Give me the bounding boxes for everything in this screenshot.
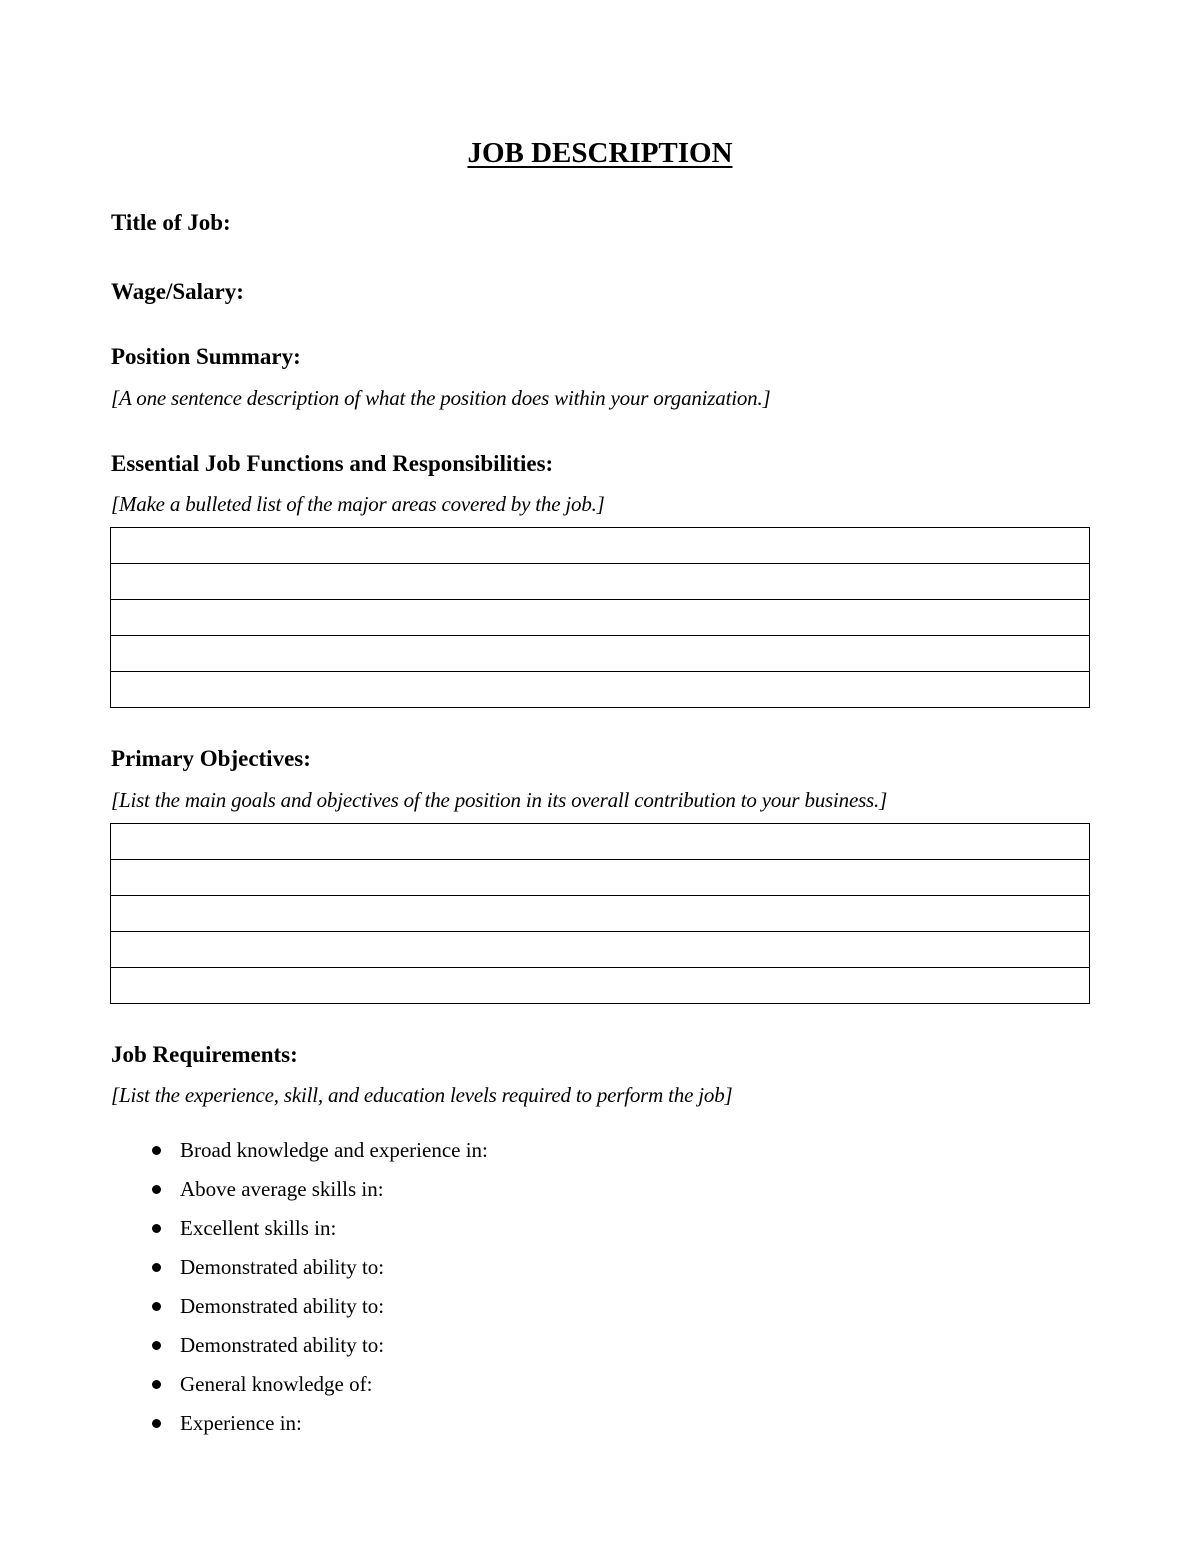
requirement-text: Experience in: [180, 1411, 302, 1435]
title-of-job-label: Title of Job: [111, 210, 231, 235]
primary-objectives-cell[interactable] [111, 860, 1090, 896]
bullet-icon [152, 1224, 161, 1233]
primary-objectives-cell[interactable] [111, 824, 1090, 860]
table-row [111, 860, 1090, 896]
table-row [111, 600, 1090, 636]
bullet-icon [152, 1341, 161, 1350]
table-row [111, 672, 1090, 708]
primary-objectives-cell[interactable] [111, 968, 1090, 1004]
requirement-text: General knowledge of: [180, 1372, 373, 1396]
essential-functions-label: Essential Job Functions and Responsibilities: [111, 451, 554, 476]
wage-salary-label: Wage/Salary: [111, 279, 244, 304]
table-row [111, 528, 1090, 564]
bullet-icon [152, 1302, 161, 1311]
essential-functions-cell[interactable] [111, 600, 1090, 636]
primary-objectives-table [110, 823, 1090, 1004]
position-summary-label: Position Summary: [111, 344, 301, 369]
table-row [111, 896, 1090, 932]
essential-functions-cell[interactable] [111, 564, 1090, 600]
table-row [111, 968, 1090, 1004]
primary-objectives-cell[interactable] [111, 896, 1090, 932]
essential-functions-table [110, 527, 1090, 708]
table-row [111, 636, 1090, 672]
table-row [111, 932, 1090, 968]
essential-functions-cell[interactable] [111, 672, 1090, 708]
requirement-text: Excellent skills in: [180, 1216, 337, 1240]
requirement-text: Demonstrated ability to: [180, 1333, 385, 1357]
primary-objectives-hint: [List the main goals and objectives of the position in its overall contribution to your business.] [111, 788, 888, 812]
requirement-text: Demonstrated ability to: [180, 1255, 385, 1279]
position-summary-hint: [A one sentence description of what the position does within your organization.] [111, 386, 771, 410]
requirement-text: Above average skills in: [180, 1177, 384, 1201]
job-requirements-hint: [List the experience, skill, and education levels required to perform the job] [111, 1083, 733, 1107]
essential-functions-hint: [Make a bulleted list of the major areas covered by the job.] [111, 492, 605, 516]
bullet-icon [152, 1263, 161, 1272]
essential-functions-cell[interactable] [111, 528, 1090, 564]
requirement-text: Broad knowledge and experience in: [180, 1138, 488, 1162]
primary-objectives-label: Primary Objectives: [111, 746, 311, 771]
bullet-icon [152, 1419, 161, 1428]
primary-objectives-cell[interactable] [111, 932, 1090, 968]
requirement-text: Demonstrated ability to: [180, 1294, 385, 1318]
bullet-icon [152, 1185, 161, 1194]
bullet-icon [152, 1380, 161, 1389]
table-row [111, 564, 1090, 600]
table-row [111, 824, 1090, 860]
job-requirements-label: Job Requirements: [111, 1042, 298, 1067]
essential-functions-cell[interactable] [111, 636, 1090, 672]
document-title: JOB DESCRIPTION [467, 137, 733, 169]
bullet-icon [152, 1146, 161, 1155]
